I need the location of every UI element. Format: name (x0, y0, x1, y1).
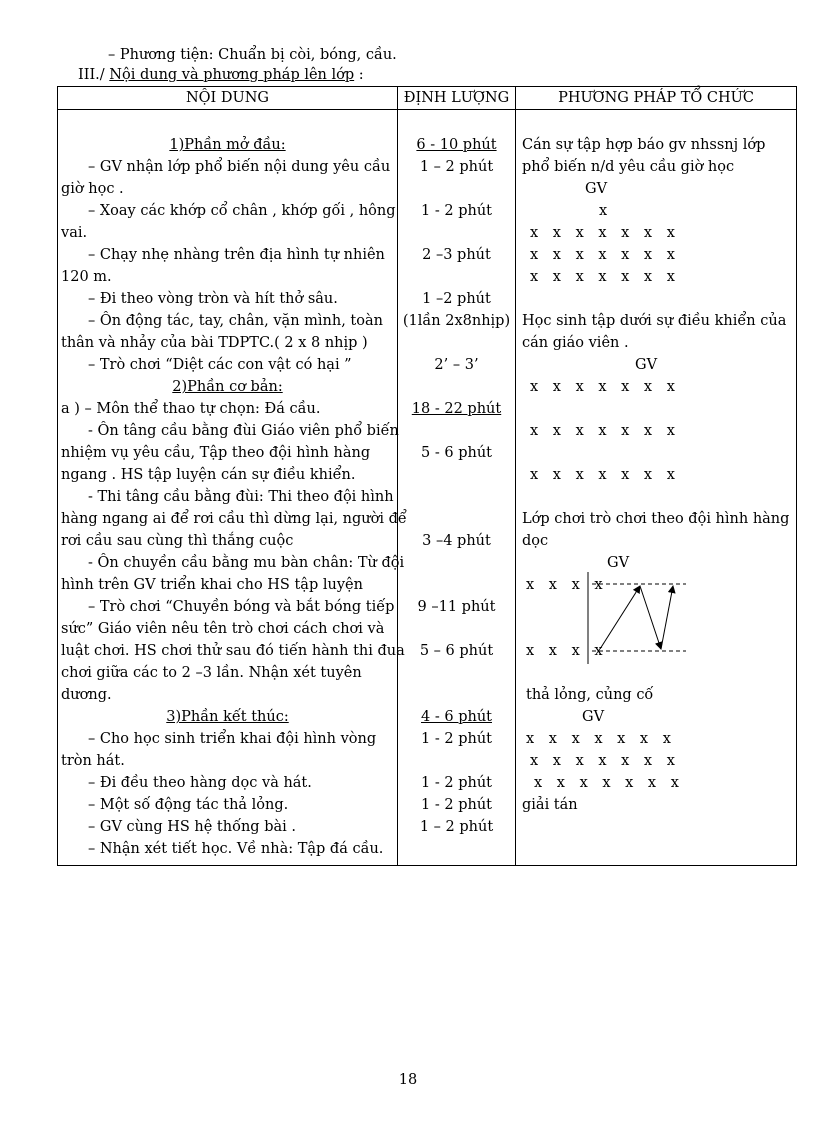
content-line: chơi giữa các to 2 –3 lần. Nhận xét tuyên (61, 665, 362, 681)
content-line: sức” Giáo viên nêu tên trò chơi cách chơi và (61, 621, 385, 637)
section-number: III./ (78, 67, 105, 83)
header-content: NỘI DUNG (58, 87, 398, 110)
part-2-title: 2)Phần cơ bản: (172, 379, 283, 395)
method-line: Lớp chơi trò chơi theo đội hình hàng (522, 511, 790, 527)
table-body-row (58, 110, 797, 866)
content-line: giờ học . (61, 181, 124, 197)
dose-line: 1 - 2 phút (421, 775, 492, 791)
dose-line: 4 - 6 phút (421, 709, 492, 725)
dose-line: 1 - 2 phút (421, 797, 492, 813)
content-line: – GV cùng HS hệ thống bài . (88, 819, 296, 835)
content-line: – Chạy nhẹ nhàng trên địa hình tự nhiên (88, 247, 385, 263)
content-line: – Cho học sinh triển khai đội hình vòng (88, 731, 377, 747)
content-line: vai. (61, 225, 88, 241)
dose-line: 9 –11 phút (417, 599, 496, 615)
dose-line: 2’ – 3’ (434, 357, 479, 373)
gv-label: GV (585, 181, 608, 197)
arrow-down (640, 586, 661, 649)
table-header-row (58, 87, 797, 110)
dose-line: 5 – 6 phút (419, 643, 494, 659)
dose-line: 1 - 2 phút (421, 731, 492, 747)
dose-line: 18 - 22 phút (411, 401, 502, 417)
content-line: thân và nhảy của bài TDPTC.( 2 x 8 nhịp ) (61, 335, 368, 351)
formation-row: x x x x x x x (526, 731, 676, 747)
formation-row: x x x x x x x (530, 269, 680, 285)
gv-label: GV (582, 709, 605, 725)
method-cell (516, 110, 797, 866)
relay-row-bottom: x x x x (526, 643, 608, 659)
formation-row: x x x x x x x (530, 225, 680, 241)
method-line: Học sinh tập dưới sự điều khiển của (522, 313, 787, 329)
content-line: ngang . HS tập luyện cán sự điều khiển. (61, 467, 356, 483)
method-line: giải tán (522, 797, 578, 813)
content-line: – Xoay các khớp cổ chân , khớp gối , hông (88, 203, 396, 219)
dose-line: 1 - 2 phút (421, 203, 492, 219)
method-line: Cán sự tập hợp báo gv nhssnj lớp (522, 137, 766, 153)
formation-row: x x x x x x x (530, 379, 680, 395)
content-line: rơi cầu sau cùng thì thắng cuộc (61, 533, 294, 549)
dose-line: 1 – 2 phút (419, 819, 494, 835)
formation-row: x x x x x x x (530, 423, 680, 439)
gv-label: GV (607, 555, 630, 571)
content-line: – Trò chơi “Chuyền bóng và bắt bóng tiếp (88, 599, 395, 615)
section-heading (78, 64, 364, 86)
content-line: – Đi đều theo hàng dọc và hát. (88, 775, 312, 791)
content-line: dương. (61, 687, 112, 703)
content-line: – Một số động tác thả lỏng. (88, 797, 289, 813)
content-line: – GV nhận lớp phổ biến nội dung yêu cầu (88, 159, 391, 175)
content-line: a ) – Môn thể thao tự chọn: Đá cầu. (61, 401, 321, 417)
gv-label: GV (635, 357, 658, 373)
content-line: tròn hát. (61, 753, 125, 769)
section-colon: : (358, 67, 364, 83)
content-cell (58, 110, 407, 866)
content-line: luật chơi. HS chơi thử sau đó tiến hành thi đua (61, 643, 405, 659)
content-line: – Nhận xét tiết học. Về nhà: Tập đá cầu. (88, 841, 384, 857)
relay-game-diagram (516, 564, 716, 674)
content-line: hình trên GV triển khai cho HS tập luyện (61, 577, 363, 593)
content-line: hàng ngang ai để rơi cầu thì dừng lại, người để (61, 511, 407, 527)
dose-line: 6 - 10 phút (416, 137, 497, 153)
content-line: nhiệm vụ yêu cầu, Tập theo đội hình hàng (61, 445, 371, 461)
content-line: 120 m. (61, 269, 112, 285)
dose-line: 1 – 2 phút (419, 159, 494, 175)
formation-row: x x x x x x x (534, 775, 684, 791)
equipment-line: – Phương tiện: Chuẩn bị còi, bóng, cầu. (108, 47, 397, 63)
dose-line: 2 –3 phút (422, 247, 491, 263)
dose-line: 5 - 6 phút (421, 445, 492, 461)
part-3-title: 3)Phần kết thúc: (166, 709, 289, 725)
method-line: thả lỏng, củng cố (526, 687, 654, 703)
method-line: phổ biến n/d yêu cầu giờ học (522, 159, 735, 175)
method-line: x (599, 203, 608, 219)
arrow-up-2 (661, 586, 673, 649)
content-line: - Thi tâng cầu bằng đùi: Thi theo đội hình (88, 489, 394, 505)
content-line: - Ôn tâng cầu bằng đùi Giáo viên phổ biến (88, 423, 399, 439)
dose-line: (1lần 2x8nhịp) (402, 313, 511, 329)
method-line: cán giáo viên . (522, 335, 629, 351)
content-line: – Đi theo vòng tròn và hít thở sâu. (88, 291, 338, 307)
relay-row-top: x x x x (526, 577, 608, 593)
method-line: dọc (522, 533, 549, 549)
dose-line: 1 –2 phút (422, 291, 491, 307)
part-1-title: 1)Phần mở đầu: (169, 137, 286, 153)
formation-row: x x x x x x x (530, 247, 680, 263)
page-number: 18 (398, 1072, 418, 1088)
formation-row: x x x x x x x (530, 753, 680, 769)
lesson-plan-table (57, 86, 797, 866)
dose-line: 3 –4 phút (422, 533, 491, 549)
dose-cell (398, 110, 516, 866)
content-line: – Ôn động tác, tay, chân, vặn mình, toàn (88, 313, 383, 329)
header-method: PHƯƠNG PHÁP TỔ CHỨC (516, 87, 797, 110)
header-dose: ĐỊNH LƯỢNG (398, 87, 516, 110)
content-line: - Ôn chuyền cầu bằng mu bàn chân: Từ đội (88, 555, 405, 571)
formation-row: x x x x x x x (530, 467, 680, 483)
arrow-up-1 (600, 586, 640, 649)
section-title: Nội dung và phương pháp lên lớp (109, 67, 355, 83)
content-line: – Trò chơi “Diệt các con vật có hại ” (88, 357, 352, 373)
